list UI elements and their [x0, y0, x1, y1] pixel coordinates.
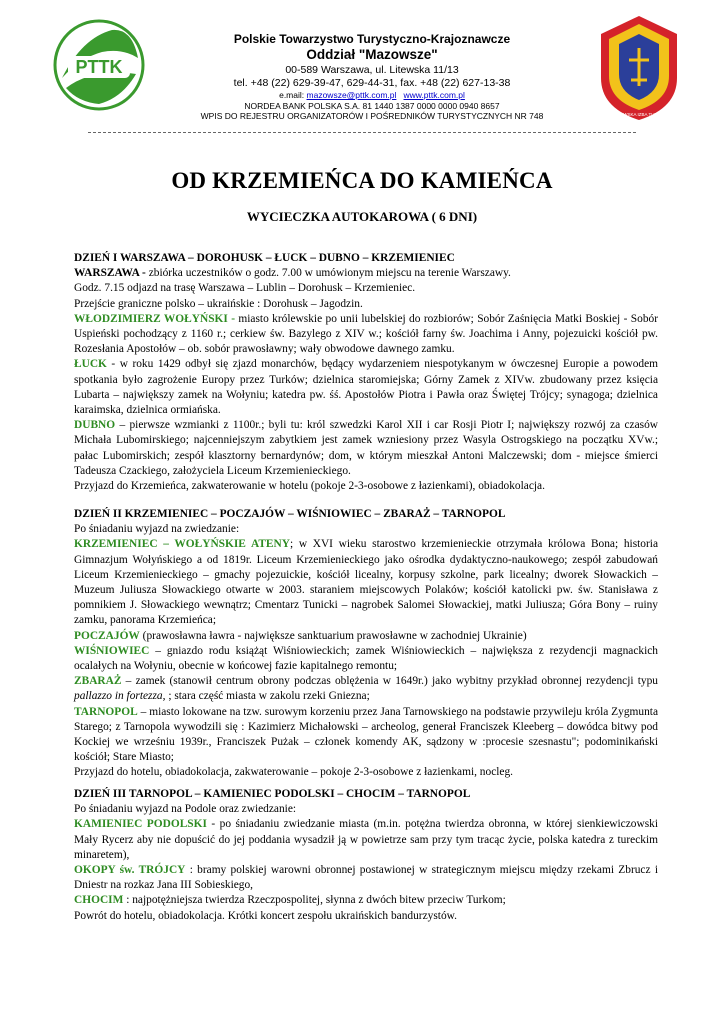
day-1-paragraph: [74, 266, 658, 281]
day-3-heading: DZIEŃ III TARNOPOL – KAMIENIEC PODOLSKI – CHOCIM – TARNOPOL: [74, 788, 471, 800]
header-divider: [88, 132, 636, 133]
paragraph-text: miasto królewskie po unii lubelskiej do rozbiorów; Sobór Zaśnięcia Matki Boskiej - Sobór Uspieński pochodzący z 1160 r.; cerkiew św. Bazylego z XIV w.; kościół farny św. Joachima i Anny, pojezuicki kościół pw. Rozesłania Apostołów – ob. sobór prawosławny; wały obwodowe dawnego zamku.: [74, 312, 659, 356]
paragraph-text: - po śniadaniu zwiedzanie miasta (m.in. potężna twierdza obronna, w której sienkiewiczowski Mały Rycerz aby nie dopuścić do jej poddania wysadził ją w powietrze sam przy tym tracąc życie, polska katedra z tureckim minaretem),: [74, 818, 658, 861]
paragraph-text: ; stara część miasta w zakolu rzeki Gniezna;: [165, 690, 370, 703]
day-2-paragraph: [74, 644, 658, 674]
day-2-heading: DZIEŃ II KRZEMIENIEC – POCZAJÓW – WIŚNIOWIEC – ZBARAŻ – TARNOPOL: [74, 508, 506, 520]
warsaw-tourism-chamber-logo: [597, 12, 681, 124]
paragraph-text: : najpotężniejsza twierdza Rzeczpospolitej, słynna z dwóch bitew przeciw Turkom;: [123, 894, 506, 907]
letterhead: [0, 0, 724, 140]
day-1-heading: DZIEŃ I WARSZAWA – DOROHUSK – ŁUCK – DUBNO – KRZEMIENIEC: [74, 252, 455, 264]
website-link[interactable]: www.pttk.com.pl: [403, 90, 465, 101]
pttk-logo: [52, 18, 146, 112]
paragraph-text: – pierwsze wzmianki z 1100r.; byli tu: król szwedzki Karol XII i car Rosji Piotr I; największy rozwój za czasów Michała Lubomirskiego; najcenniejszym zabytkiem jest zamek wzniesiony przez Wasyla Ostrogskiego na początku XVw.; pałac Lubomirskich; zespół klasztorny bernardynów; dom, w którym mieszkał Antoni Malczewski; dom - miejsce śmierci Tadeusza Czackiego, założyciela Liceum Krzemienieckiego.: [74, 419, 658, 477]
day-3-paragraph: [74, 863, 658, 893]
email-label: e.mail:: [279, 90, 305, 101]
italic-phrase: pallazzo in fortezza,: [74, 690, 166, 703]
paragraph-text: (prawosławna ławra - największe sanktuarium prawosławne w zachodniej Ukrainie): [139, 629, 527, 642]
day-2-paragraph: [74, 537, 658, 628]
place-name: WARSZAWA -: [74, 267, 146, 280]
document-title: OD KRZEMIEŃCA DO KAMIEŃCA: [171, 168, 553, 193]
paragraph-text: – miasto lokowane na tzw. surowym korzeniu przez Jana Tarnowskiego na podstawie przywileju króla Zygmunta Starego; z Tarnopola wywodzili się : Kazimierz Michałowski – archeolog, generał Franciszek Kleeberg – dowódca bitwy pod Kockiej we wrześniu 1939r., Franciszek Pużak – członek komendy AK, sądzony w :procesie szesnastu"; podominikański kościół; Stare Miasto;: [74, 705, 658, 764]
place-name: ZBARAŻ: [74, 675, 122, 688]
paragraph-text: ; w XVI wieku starostwo krzemienieckie otrzymała królowa Bona; historia Gimnazjum Wołyńskiego a od 1819r. Liceum Krzemienieckiego jako ośrodka dydaktyczno-naukowego; zespół zabudowań Liceum Krzemienieckiego – gmachy pojezuickie, kościół licealny, korpusy szkolne, park licealny; dworek Słowackich – Muzeum Juliusza Słowackiego otwarte w 2003. staraniem miejscowych Polaków; kościół katolicki pw. św. Stanisława z pomnikiem J. Słowackiego wewnątrz; Cmentarz Tunicki – nagrobek Salomei Słowackiej, matki Juliusza; Góra Bony – ruiny zamku, panorama Krzemieńca;: [74, 538, 658, 627]
chamber-logo-text: WARSZAWSKA IZBA TURYSTYKI: [604, 112, 674, 117]
address: 00-589 Warszawa, ul. Litewska 11/13: [285, 63, 459, 76]
day-3-paragraph: [74, 893, 658, 908]
paragraph-text: – gniazdo rodu książąt Wiśniowieckich; zamek Wiśniowieckich – największa z rezydencji magnackich ocalałych na Wołyniu, obecnie w końcowej fazie kapitalnego remontu;: [74, 644, 658, 673]
day-1-paragraph: [74, 357, 658, 418]
pttk-logo-text: PTTK: [75, 57, 123, 77]
place-name: CHOCIM: [74, 894, 124, 907]
day-1-paragraph: Przejście graniczne polsko – ukraińskie : Dorohusk – Jagodzin.: [74, 297, 363, 310]
day-3-paragraph: Powrót do hotelu, obiadokolacja. Krótki koncert zespołu ukraińskich bandurzystów.: [74, 909, 457, 922]
registry-number: WPIS DO REJESTRU ORGANIZATORÓW I POŚREDNIKÓW TURYSTYCZNYCH NR 748: [200, 111, 544, 122]
day-2-section: [74, 507, 658, 781]
branch-name: Oddział "Mazowsze": [306, 47, 438, 62]
place-name: POCZAJÓW: [74, 629, 140, 642]
document-subtitle: WYCIECZKA AUTOKAROWA ( 6 DNI): [246, 209, 478, 224]
paragraph-text: zbiórka uczestników o godz. 7.00 w umówionym miejscu na terenie Warszawy.: [145, 267, 511, 280]
place-name: KAMIENIEC PODOLSKI: [74, 818, 207, 831]
day-1-section: [74, 251, 658, 494]
paragraph-text: : bramy polskiej warowni obronnej postawionej w strategicznym miejscu między rzekami Zbrucz i Dniestr na rozkaz Jana III Sobieskiego,: [74, 864, 658, 892]
organization-name: Polskie Towarzystwo Turystyczno-Krajoznawcze: [233, 32, 511, 46]
place-name: KRZEMIENIEC – WOŁYŃSKIE ATENY: [74, 538, 290, 551]
place-name: WIŚNIOWIEC: [74, 644, 150, 657]
day-3-paragraph: Po śniadaniu wyjazd na Podole oraz zwiedzanie:: [74, 803, 297, 816]
day-2-paragraph: [74, 674, 658, 704]
day-2-paragraph: Po śniadaniu wyjazd na zwiedzanie:: [74, 523, 240, 536]
paragraph-text: - w roku 1429 odbył się zjazd monarchów, będący wydarzeniem niespotykanym w ówczesnej Europie a powodem spotkania było zagrożenie Europy przez Turków; dzielnica staromiejska; Górny Zamek z XIVw. zbudowany przez księcia Lubarta – największy zamek na Wołyniu; katedra pw. śś. Apostołów Piotra i Pawła oraz Świętej Trójcy; synagoga; dzielnica karaimska, dzielnica ormiańska.: [74, 358, 658, 417]
phone-numbers: tel. +48 (22) 629-39-47, 629-44-31, fax. +48 (22) 627-13-38: [233, 77, 511, 89]
day-1-paragraph: Przyjazd do Krzemieńca, zakwaterowanie w hotelu (pokoje 2-3-osobowe z łazienkami), obiadokolacja.: [74, 480, 545, 493]
day-1-paragraph: [74, 418, 658, 479]
day-3-section: [74, 787, 658, 924]
contact-line: [150, 90, 594, 101]
bank-account: NORDEA BANK POLSKA S.A. 81 1440 1387 0000 0000 0940 8657: [244, 100, 500, 111]
place-name: OKOPY św. TRÓJCY: [74, 864, 186, 877]
email-link[interactable]: mazowsze@pttk.com.pl: [306, 90, 397, 101]
day-2-paragraph: [74, 629, 658, 644]
day-2-paragraph: Przyjazd do hotelu, obiadokolacja, zakwaterowanie – pokoje 2-3-osobowe z łazienkami, nocleg.: [74, 766, 514, 779]
day-2-paragraph: [74, 705, 658, 766]
place-name: DUBNO: [74, 419, 116, 432]
letterhead-text: [150, 32, 594, 122]
place-name: ŁUCK: [74, 358, 107, 371]
day-3-paragraph: [74, 817, 658, 863]
place-name: WŁODZIMIERZ WOŁYŃSKI -: [74, 312, 235, 325]
place-name: TARNOPOL: [74, 705, 138, 718]
paragraph-text: – zamek (stanowił centrum obrony podczas oblężenia w 1649r.) jako wybitny przykład obronnej rezydencji typu: [121, 675, 658, 688]
day-1-paragraph: [74, 312, 658, 358]
day-1-paragraph: Godz. 7.15 odjazd na trasę Warszawa – Lublin – Dorohusk – Krzemieniec.: [74, 282, 416, 295]
